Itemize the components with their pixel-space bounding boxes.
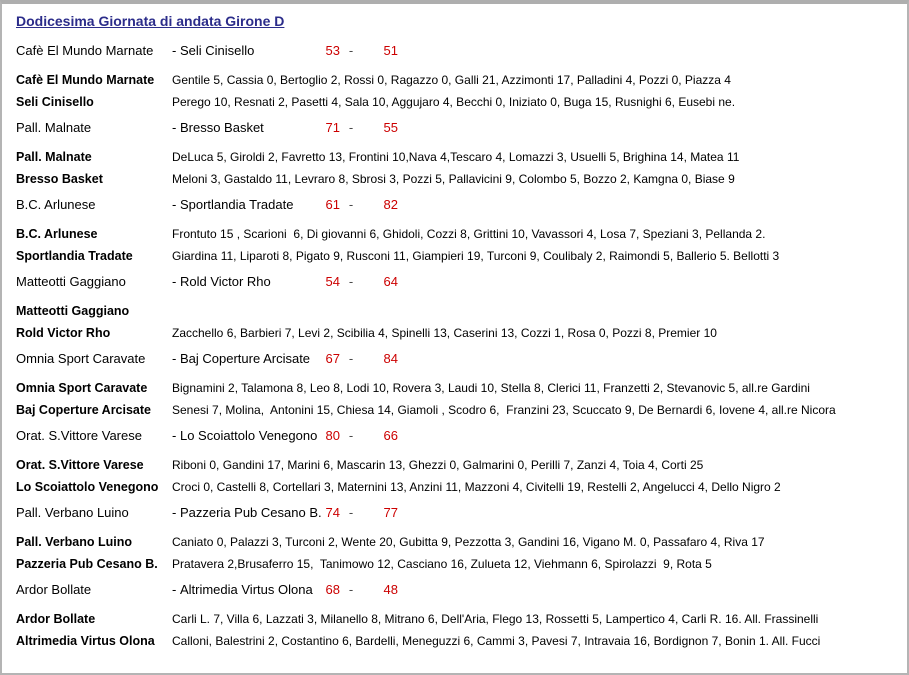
away-team-bold-name: Sportlandia Tradate [16,249,133,263]
away-team-detail-row [16,322,897,344]
match-result-row [16,118,897,140]
away-team-players: Pratavera 2,Brusaferro 15, Tanimowo 12, Casciano 16, Zulueta 12, Viehmann 6, Spirolazzi 9, Rota 5 [172,557,712,571]
home-team-bold-name: Pall. Malnate [16,150,92,164]
home-team-bold-name: Ardor Bollate [16,612,96,626]
home-team-players: Frontuto 15 , Scarioni 6, Di giovanni 6, Ghidoli, Cozzi 8, Grittini 10, Vavassori 4, Losa 7, Speziani 3, Pellanda 2. [172,227,766,241]
away-team-players: Calloni, Balestrini 2, Costantino 6, Bardelli, Meneguzzi 6, Cammi 3, Pavesi 7, Intravaia 16, Bordignon 7, Bonin 1. All. Fucci [172,634,821,648]
home-team-players: Riboni 0, Gandini 17, Marini 6, Mascarin 13, Ghezzi 0, Galmarini 0, Perilli 7, Zanzi 4, Toia 4, Corti 25 [172,458,704,472]
home-team-name: Pall. Verbano Luino [16,505,129,520]
away-team-cell [172,272,324,292]
home-team-bold-name: Cafè El Mundo Marnate [16,73,155,87]
away-team-cell [172,349,324,369]
away-team-cell [172,503,324,523]
team-separator-dash: - [172,505,177,520]
match-details [16,531,897,575]
match-score [324,349,398,369]
match-details [16,454,897,498]
match-details [16,300,897,344]
away-team-cell [172,580,324,600]
home-team-players: Gentile 5, Cassia 0, Bertoglio 2, Rossi 0, Ragazzo 0, Galli 21, Azzimonti 17, Palladini 4, Pozzi 0, Piazza 4 [172,73,731,87]
match-score [324,195,398,215]
away-score: 64 [383,274,398,289]
away-team-name: Rold Victor Rho [179,274,271,289]
away-team-cell [172,41,324,61]
away-team-name: Seli Cinisello [179,43,255,58]
match-score [324,503,398,523]
home-team-name: Orat. S.Vittore Varese [16,428,142,443]
away-team-players: Zacchello 6, Barbieri 7, Levi 2, Scibilia 4, Spinelli 13, Caserini 13, Cozzi 1, Rosa 0, Pozzi 8, Premier 10 [172,326,717,340]
home-team-detail-row [16,531,897,553]
away-team-detail-row [16,476,897,498]
match-details [16,223,897,267]
match-block [16,195,897,272]
match-result-row [16,349,897,371]
team-separator-dash: - [172,582,177,597]
team-separator-dash: - [172,120,177,135]
away-team-detail-row [16,91,897,113]
away-team-players: Giardina 11, Liparoti 8, Pigato 9, Rusconi 11, Giampieri 19, Turconi 9, Coulibaly 2, Raimondi 5, Ballerio 5. Bellotti 3 [172,249,780,263]
away-team-bold-name: Baj Coperture Arcisate [16,403,151,417]
team-separator-dash: - [172,43,177,58]
away-score: 66 [383,428,398,443]
home-team-bold-name: Orat. S.Vittore Varese [16,458,144,472]
score-separator-dash: - [348,351,354,366]
score-separator-dash: - [348,274,354,289]
away-team-cell [172,195,324,215]
score-separator-dash: - [348,197,354,212]
match-result-row [16,426,897,448]
home-team-players: Caniato 0, Palazzi 3, Turconi 2, Wente 20, Gubitta 9, Pezzotta 3, Gandini 16, Vigano M. 0, Passafaro 4, Riva 17 [172,535,765,549]
away-team-detail-row [16,630,897,652]
page-title[interactable]: Dodicesima Giornata di andata Girone D [16,13,285,29]
match-result-row [16,41,897,63]
team-separator-dash: - [172,428,177,443]
home-score: 71 [325,120,340,135]
match-details [16,608,897,652]
match-score [324,118,398,138]
away-team-bold-name: Altrimedia Virtus Olona [16,634,155,648]
team-separator-dash: - [172,197,177,212]
home-team-name: Pall. Malnate [16,120,92,135]
home-score: 54 [325,274,340,289]
home-team-detail-row [16,377,897,399]
home-team-name: Omnia Sport Caravate [16,351,146,366]
home-team-detail-row [16,454,897,476]
away-team-name: Lo Scoiattolo Venegono [179,428,318,443]
away-team-players: Senesi 7, Molina, Antonini 15, Chiesa 14, Giamoli , Scodro 6, Franzini 23, Scuccato 9, De Bernardi 6, Iovene 4, all.re Nicora [172,403,836,417]
match-details [16,69,897,113]
away-team-name: Bresso Basket [179,120,264,135]
match-score [324,580,398,600]
home-team-detail-row [16,223,897,245]
match-list [16,41,897,657]
match-block [16,41,897,118]
away-team-name: Pazzeria Pub Cesano B. [179,505,322,520]
home-team-bold-name: Omnia Sport Caravate [16,381,148,395]
away-team-bold-name: Pazzeria Pub Cesano B. [16,557,158,571]
team-separator-dash: - [172,274,177,289]
home-team-detail-row [16,146,897,168]
away-team-bold-name: Bresso Basket [16,172,103,186]
away-team-detail-row [16,553,897,575]
away-team-players: Meloni 3, Gastaldo 11, Levraro 8, Sbrosi 3, Pozzi 5, Pallavicini 9, Colombo 5, Bozzo 2, Kamgna 0, Biase 9 [172,172,735,186]
away-team-name: Sportlandia Tradate [179,197,294,212]
home-team-detail-row [16,300,897,322]
match-score [324,41,398,61]
match-result-row [16,503,897,525]
home-team-bold-name: Pall. Verbano Luino [16,535,132,549]
away-team-bold-name: Rold Victor Rho [16,326,111,340]
away-team-name: Altrimedia Virtus Olona [179,582,313,597]
home-team-detail-row [16,608,897,630]
home-score: 53 [325,43,340,58]
away-team-bold-name: Lo Scoiattolo Venegono [16,480,159,494]
away-team-name: Baj Coperture Arcisate [179,351,311,366]
home-team-name: Ardor Bollate [16,582,92,597]
match-score [324,426,398,446]
score-separator-dash: - [348,582,354,597]
results-content [2,4,907,657]
match-details [16,377,897,421]
away-team-players: Croci 0, Castelli 8, Cortellari 3, Maternini 13, Anzini 11, Mazzoni 4, Civitelli 19, Restelli 2, Angelucci 4, Dello Nigro 2 [172,480,781,494]
match-score [324,272,398,292]
match-result-row [16,272,897,294]
score-separator-dash: - [348,428,354,443]
home-score: 67 [325,351,340,366]
home-team-players: Carli L. 7, Villa 6, Lazzati 3, Milanello 8, Mitrano 6, Dell'Aria, Flego 13, Rossetti 5, Lampertico 4, Carli R. 16. All. Frassinelli [172,612,819,626]
home-score: 80 [325,428,340,443]
home-team-bold-name: B.C. Arlunese [16,227,98,241]
home-team-name: Matteotti Gaggiano [16,274,126,289]
away-score: 77 [383,505,398,520]
match-block [16,118,897,195]
home-score: 68 [325,582,340,597]
away-score: 48 [383,582,398,597]
away-team-bold-name: Seli Cinisello [16,95,94,109]
match-block [16,503,897,580]
home-team-name: B.C. Arlunese [16,197,96,212]
match-block [16,349,897,426]
match-block [16,580,897,657]
away-team-detail-row [16,245,897,267]
match-result-row [16,195,897,217]
match-result-row [16,580,897,602]
away-team-players: Perego 10, Resnati 2, Pasetti 4, Sala 10, Aggujaro 4, Becchi 0, Iniziato 0, Buga 15, Rusnighi 6, Eusebi ne. [172,95,736,109]
team-separator-dash: - [172,351,177,366]
match-block [16,272,897,349]
away-team-cell [172,426,324,446]
home-team-bold-name: Matteotti Gaggiano [16,304,130,318]
match-block [16,426,897,503]
score-separator-dash: - [348,43,354,58]
home-score: 61 [325,197,340,212]
score-separator-dash: - [348,505,354,520]
match-details [16,146,897,190]
away-team-cell [172,118,324,138]
away-score: 84 [383,351,398,366]
home-team-players: DeLuca 5, Giroldi 2, Favretto 13, Frontini 10,Nava 4,Tescaro 4, Lomazzi 3, Usuelli 5, Brighina 14, Matea 11 [172,150,740,164]
away-score: 82 [383,197,398,212]
away-score: 51 [383,43,398,58]
home-team-detail-row [16,69,897,91]
away-score: 55 [383,120,398,135]
home-team-players: Bignamini 2, Talamona 8, Leo 8, Lodi 10, Rovera 3, Laudi 10, Stella 8, Clerici 11, Franzetti 2, Stevanovic 5, all.re Gardini [172,381,810,395]
home-team-name: Cafè El Mundo Marnate [16,43,154,58]
home-score: 74 [325,505,340,520]
score-separator-dash: - [348,120,354,135]
away-team-detail-row [16,399,897,421]
away-team-detail-row [16,168,897,190]
